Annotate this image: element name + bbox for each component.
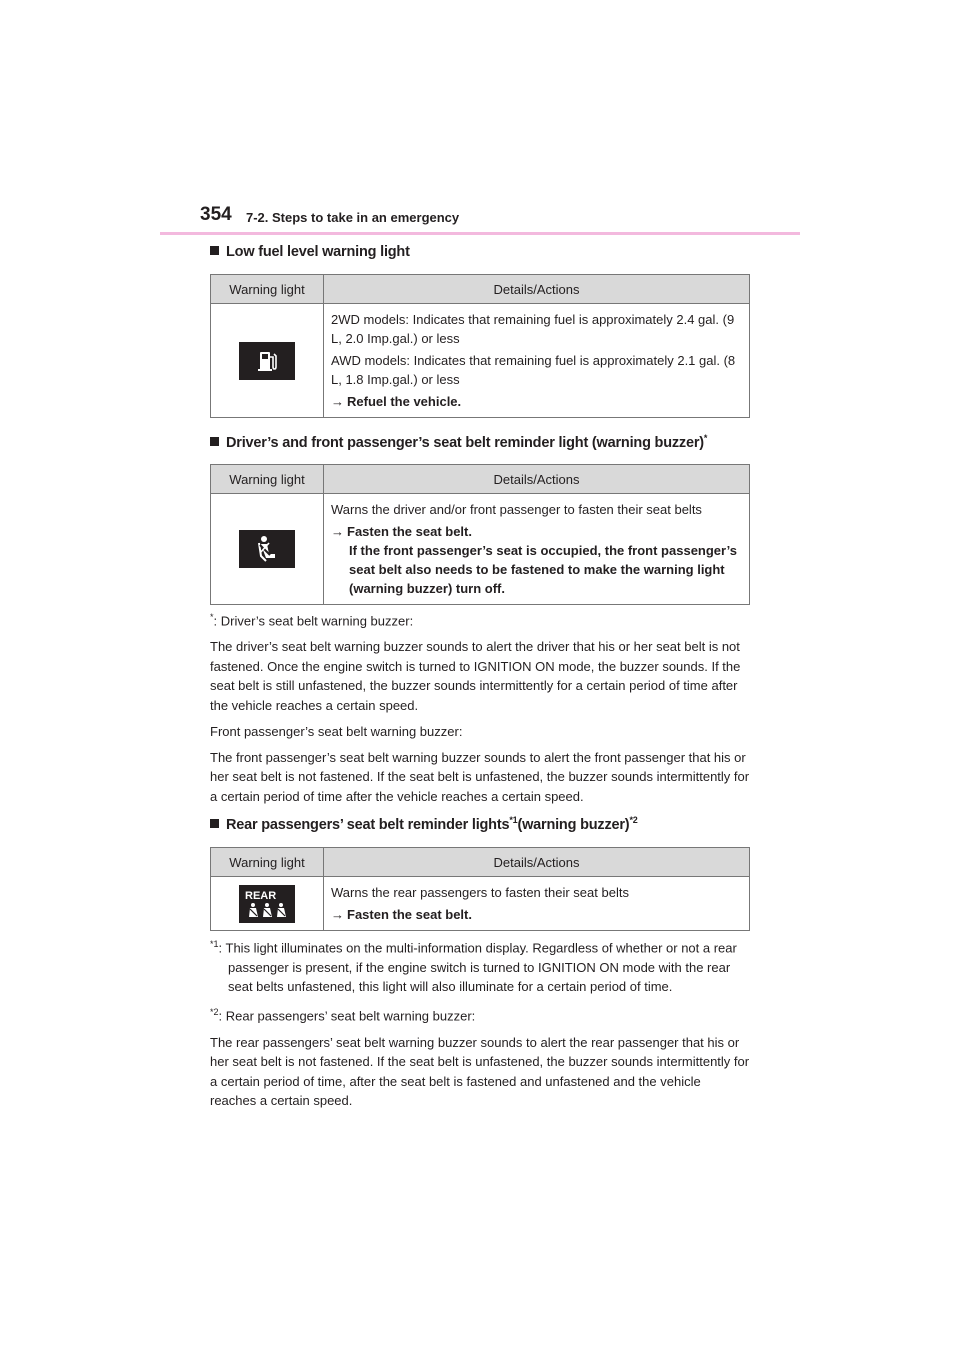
col-warning-light: Warning light <box>211 275 324 304</box>
fuel-pump-icon <box>239 342 295 380</box>
footnote-mark: * <box>703 433 708 443</box>
table-row <box>211 877 750 931</box>
front-belt-heading-text: Driver’s and front passenger’s seat belt reminder light (warning buzzer) <box>226 434 704 451</box>
rear-seatbelt-icon <box>239 885 295 923</box>
footnote-mark: *1 <box>210 939 219 949</box>
fuel-2wd-text: 2WD models: Indicates that remaining fuel is approximately 2.4 gal. (9 L, 2.0 Imp.gal.) or less <box>331 312 735 346</box>
rear-belt-text: Warns the rear passengers to fasten their seat belts <box>331 885 629 900</box>
table-header-row <box>211 465 750 494</box>
col-details-actions: Details/Actions <box>324 848 750 877</box>
square-bullet-icon <box>210 819 219 828</box>
fuel-action <box>331 392 743 411</box>
fuel-action-text: Refuel the vehicle. <box>347 394 462 409</box>
footnote-mark: *2 <box>629 815 638 825</box>
rear-belt-heading <box>210 815 638 833</box>
rear-icon-cell <box>211 877 324 931</box>
col-warning-light: Warning light <box>211 848 324 877</box>
front-belt-action-text: Fasten the seat belt. <box>347 524 472 539</box>
front-belt-action <box>331 522 743 541</box>
footnote-mark: *1 <box>509 815 518 825</box>
section-title: 7-2. Steps to take in an emergency <box>246 210 460 225</box>
fuel-icon-cell <box>211 304 324 418</box>
arrow-icon: → <box>331 524 344 539</box>
front-footnote-p2: Front passenger’s seat belt warning buzzer: <box>210 723 463 739</box>
arrow-icon: → <box>331 394 344 409</box>
front-belt-action-sub: If the front passenger’s seat is occupied, the front passenger’s seat belt also needs to be fastened to make the warning light (warning buzzer) turn off. <box>349 543 737 596</box>
col-warning-light: Warning light <box>211 465 324 494</box>
front-belt-heading <box>210 433 707 451</box>
footnote-mark: * <box>210 612 214 622</box>
rear-belt-details-cell <box>324 877 750 931</box>
table-row <box>211 494 750 605</box>
page-number: 354 <box>200 204 232 225</box>
front-footnote <box>210 608 750 813</box>
header-divider <box>160 232 800 235</box>
rear-belt-action-text: Fasten the seat belt. <box>347 907 472 922</box>
fuel-awd-text: AWD models: Indicates that remaining fuel is approximately 2.1 gal. (8 L, 1.8 Imp.gal.) or less <box>331 353 736 387</box>
rear-belt-heading-text: Rear passengers’ seat belt reminder lights <box>226 816 510 833</box>
fuel-table <box>210 274 750 418</box>
seatbelt-icon <box>239 530 295 568</box>
rear-footnote <box>210 935 750 1117</box>
rear-footnote-1: $^{*1}$: This light illuminates on the multi-information display. Regardless of whether or not a rear passenger is present, if the engine switch is turned to IGNITION ON mode with the rear seat belts unfastened, this light will also illuminate for a certain period of time. <box>210 939 737 995</box>
front-footnote-label: *: Driver’s seat belt warning buzzer: <box>210 612 414 629</box>
table-header-row <box>211 275 750 304</box>
square-bullet-icon <box>210 437 219 446</box>
table-header-row <box>211 848 750 877</box>
rear-footnote-p1: The rear passengers’ seat belt warning buzzer sounds to alert the rear passenger that his or her seat belt is not fastened. If the seat belt is unfastened, the buzzer sounds intermittently for a certain period of time, after the seat belt is fastened and unfastened and the vehicle reaches a certain speed. <box>210 1034 750 1109</box>
rear-belt-heading-mid: (warning buzzer) <box>517 816 630 833</box>
footnote-mark: *2 <box>210 1007 219 1018</box>
rear-belt-action <box>331 905 743 924</box>
front-belt-text: Warns the driver and/or front passenger to fasten their seat belts <box>331 502 702 517</box>
front-footnote-p3: The front passenger’s seat belt warning buzzer sounds to alert the front passenger that his or her seat belt is not fastened. If the seat belt is unfastened, the buzzer sounds intermittently for a certain period of time after the vehicle reaches a certain speed. <box>210 749 750 804</box>
rear-footnote-2: $^{*2}$: Rear passengers’ seat belt warning buzzer: <box>210 1007 476 1024</box>
fuel-details-cell <box>324 304 750 418</box>
col-details-actions: Details/Actions <box>324 275 750 304</box>
fuel-heading-text: Low fuel level warning light <box>226 244 410 260</box>
arrow-icon: → <box>331 907 344 922</box>
table-row <box>211 304 750 418</box>
front-footnote-p1: The driver’s seat belt warning buzzer sounds to alert the driver that his or her seat belt is not fastened. Once the engine switch is turned to IGNITION ON mode, the buzzer sounds. If the seat belt is still unfastened, the buzzer sounds intermittently for a certain period of time after the vehicle reaches a certain speed. <box>210 639 741 713</box>
rear-icon-text: REAR <box>245 889 277 902</box>
front-belt-details-cell <box>324 494 750 605</box>
fuel-heading <box>210 244 410 260</box>
col-details-actions: Details/Actions <box>324 465 750 494</box>
front-belt-table <box>210 464 750 605</box>
rear-belt-table <box>210 847 750 931</box>
seatbelt-icon-cell <box>211 494 324 605</box>
square-bullet-icon <box>210 246 219 255</box>
